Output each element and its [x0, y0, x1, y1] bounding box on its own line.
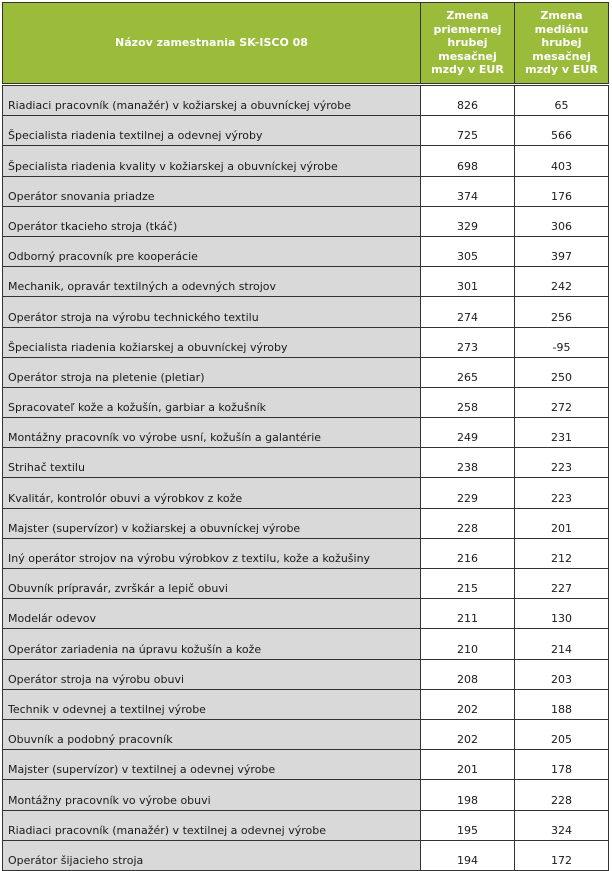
- header-median-wage-change: Zmena mediánu hrubej mesačnej mzdy v EUR: [515, 3, 609, 84]
- header-avg-wage-change: Zmena priemernej hrubej mesačnej mzdy v EUR: [421, 3, 515, 84]
- table-row: [3, 418, 609, 448]
- table-row: [3, 810, 609, 840]
- table-row: [3, 599, 609, 629]
- avg-wage-change-cell: 201: [421, 750, 515, 780]
- median-wage-change-cell: 65: [515, 86, 609, 116]
- median-wage-change-cell: 242: [515, 267, 609, 297]
- occupation-cell: Iný operátor strojov na výrobu výrobkov z textilu, kože a kožušiny: [3, 538, 421, 568]
- table-row: [3, 176, 609, 206]
- median-wage-change-cell: 205: [515, 719, 609, 749]
- occupation-cell: Technik v odevnej a textilnej výrobe: [3, 689, 421, 719]
- median-wage-change-cell: 212: [515, 538, 609, 568]
- median-wage-change-cell: 228: [515, 780, 609, 810]
- median-wage-change-cell: 227: [515, 569, 609, 599]
- avg-wage-change-cell: 258: [421, 387, 515, 417]
- avg-wage-change-cell: 229: [421, 478, 515, 508]
- table-row: [3, 206, 609, 236]
- avg-wage-change-cell: 210: [421, 629, 515, 659]
- table-row: [3, 508, 609, 538]
- table-body: [3, 84, 609, 871]
- occupation-cell: Kvalitár, kontrolór obuvi a výrobkov z kože: [3, 478, 421, 508]
- occupation-cell: Modelár odevov: [3, 599, 421, 629]
- table-row: [3, 297, 609, 327]
- wage-table-container: [2, 2, 609, 871]
- table-row: [3, 840, 609, 870]
- table-row: [3, 116, 609, 146]
- median-wage-change-cell: 223: [515, 448, 609, 478]
- table-row: [3, 538, 609, 568]
- avg-wage-change-cell: 215: [421, 569, 515, 599]
- table-row: [3, 146, 609, 176]
- occupation-cell: Operátor stroja na pletenie (pletiar): [3, 357, 421, 387]
- median-wage-change-cell: 256: [515, 297, 609, 327]
- occupation-cell: Operátor tkacieho stroja (tkáč): [3, 206, 421, 236]
- occupation-cell: Operátor stroja na výrobu obuvi: [3, 659, 421, 689]
- table-row: [3, 629, 609, 659]
- occupation-cell: Operátor snovania priadze: [3, 176, 421, 206]
- occupation-cell: Strihač textilu: [3, 448, 421, 478]
- median-wage-change-cell: 176: [515, 176, 609, 206]
- occupation-cell: Spracovateľ kože a kožušín, garbiar a kožušník: [3, 387, 421, 417]
- median-wage-change-cell: 250: [515, 357, 609, 387]
- table-row: [3, 750, 609, 780]
- table-header: [3, 3, 609, 84]
- avg-wage-change-cell: 202: [421, 689, 515, 719]
- avg-wage-change-cell: 228: [421, 508, 515, 538]
- median-wage-change-cell: 324: [515, 810, 609, 840]
- avg-wage-change-cell: 194: [421, 840, 515, 870]
- occupation-cell: Špecialista riadenia kvality v kožiarskej a obuvníckej výrobe: [3, 146, 421, 176]
- table-row: [3, 719, 609, 749]
- occupation-cell: Riadiaci pracovník (manažér) v textilnej a odevnej výrobe: [3, 810, 421, 840]
- table-row: [3, 86, 609, 116]
- median-wage-change-cell: 223: [515, 478, 609, 508]
- median-wage-change-cell: 172: [515, 840, 609, 870]
- occupation-cell: Obuvník prípravár, zvrškár a lepič obuvi: [3, 569, 421, 599]
- median-wage-change-cell: 566: [515, 116, 609, 146]
- avg-wage-change-cell: 208: [421, 659, 515, 689]
- median-wage-change-cell: 214: [515, 629, 609, 659]
- table-row: [3, 387, 609, 417]
- avg-wage-change-cell: 273: [421, 327, 515, 357]
- avg-wage-change-cell: 211: [421, 599, 515, 629]
- occupation-cell: Operátor zariadenia na úpravu kožušín a kože: [3, 629, 421, 659]
- median-wage-change-cell: 272: [515, 387, 609, 417]
- avg-wage-change-cell: 374: [421, 176, 515, 206]
- median-wage-change-cell: 231: [515, 418, 609, 448]
- avg-wage-change-cell: 198: [421, 780, 515, 810]
- occupation-cell: Špecialista riadenia kožiarskej a obuvníckej výroby: [3, 327, 421, 357]
- occupation-cell: Riadiaci pracovník (manažér) v kožiarskej a obuvníckej výrobe: [3, 86, 421, 116]
- median-wage-change-cell: 188: [515, 689, 609, 719]
- occupation-cell: Mechanik, opravár textilných a odevných strojov: [3, 267, 421, 297]
- occupation-cell: Operátor šijacieho stroja: [3, 840, 421, 870]
- table-row: [3, 659, 609, 689]
- median-wage-change-cell: -95: [515, 327, 609, 357]
- avg-wage-change-cell: 265: [421, 357, 515, 387]
- occupation-cell: Špecialista riadenia textilnej a odevnej výroby: [3, 116, 421, 146]
- occupation-cell: Majster (supervízor) v kožiarskej a obuvníckej výrobe: [3, 508, 421, 538]
- table-row: [3, 689, 609, 719]
- avg-wage-change-cell: 216: [421, 538, 515, 568]
- table-row: [3, 236, 609, 266]
- table-row: [3, 267, 609, 297]
- header-row: [3, 3, 609, 84]
- avg-wage-change-cell: 195: [421, 810, 515, 840]
- median-wage-change-cell: 130: [515, 599, 609, 629]
- avg-wage-change-cell: 725: [421, 116, 515, 146]
- occupation-cell: Obuvník a podobný pracovník: [3, 719, 421, 749]
- avg-wage-change-cell: 698: [421, 146, 515, 176]
- median-wage-change-cell: 306: [515, 206, 609, 236]
- occupation-cell: Odborný pracovník pre kooperácie: [3, 236, 421, 266]
- occupation-cell: Montážny pracovník vo výrobe usní, kožušín a galantérie: [3, 418, 421, 448]
- table-row: [3, 327, 609, 357]
- avg-wage-change-cell: 238: [421, 448, 515, 478]
- median-wage-change-cell: 397: [515, 236, 609, 266]
- occupation-cell: Operátor stroja na výrobu technického textilu: [3, 297, 421, 327]
- header-occupation: Názov zamestnania SK-ISCO 08: [3, 3, 421, 84]
- avg-wage-change-cell: 249: [421, 418, 515, 448]
- table-row: [3, 569, 609, 599]
- table-row: [3, 357, 609, 387]
- occupation-cell: Montážny pracovník vo výrobe obuvi: [3, 780, 421, 810]
- median-wage-change-cell: 203: [515, 659, 609, 689]
- median-wage-change-cell: 201: [515, 508, 609, 538]
- table-row: [3, 448, 609, 478]
- median-wage-change-cell: 178: [515, 750, 609, 780]
- median-wage-change-cell: 403: [515, 146, 609, 176]
- avg-wage-change-cell: 202: [421, 719, 515, 749]
- avg-wage-change-cell: 301: [421, 267, 515, 297]
- avg-wage-change-cell: 274: [421, 297, 515, 327]
- avg-wage-change-cell: 305: [421, 236, 515, 266]
- avg-wage-change-cell: 329: [421, 206, 515, 236]
- occupation-cell: Majster (supervízor) v textilnej a odevnej výrobe: [3, 750, 421, 780]
- table-row: [3, 478, 609, 508]
- avg-wage-change-cell: 826: [421, 86, 515, 116]
- wage-change-table: [2, 2, 609, 871]
- table-row: [3, 780, 609, 810]
